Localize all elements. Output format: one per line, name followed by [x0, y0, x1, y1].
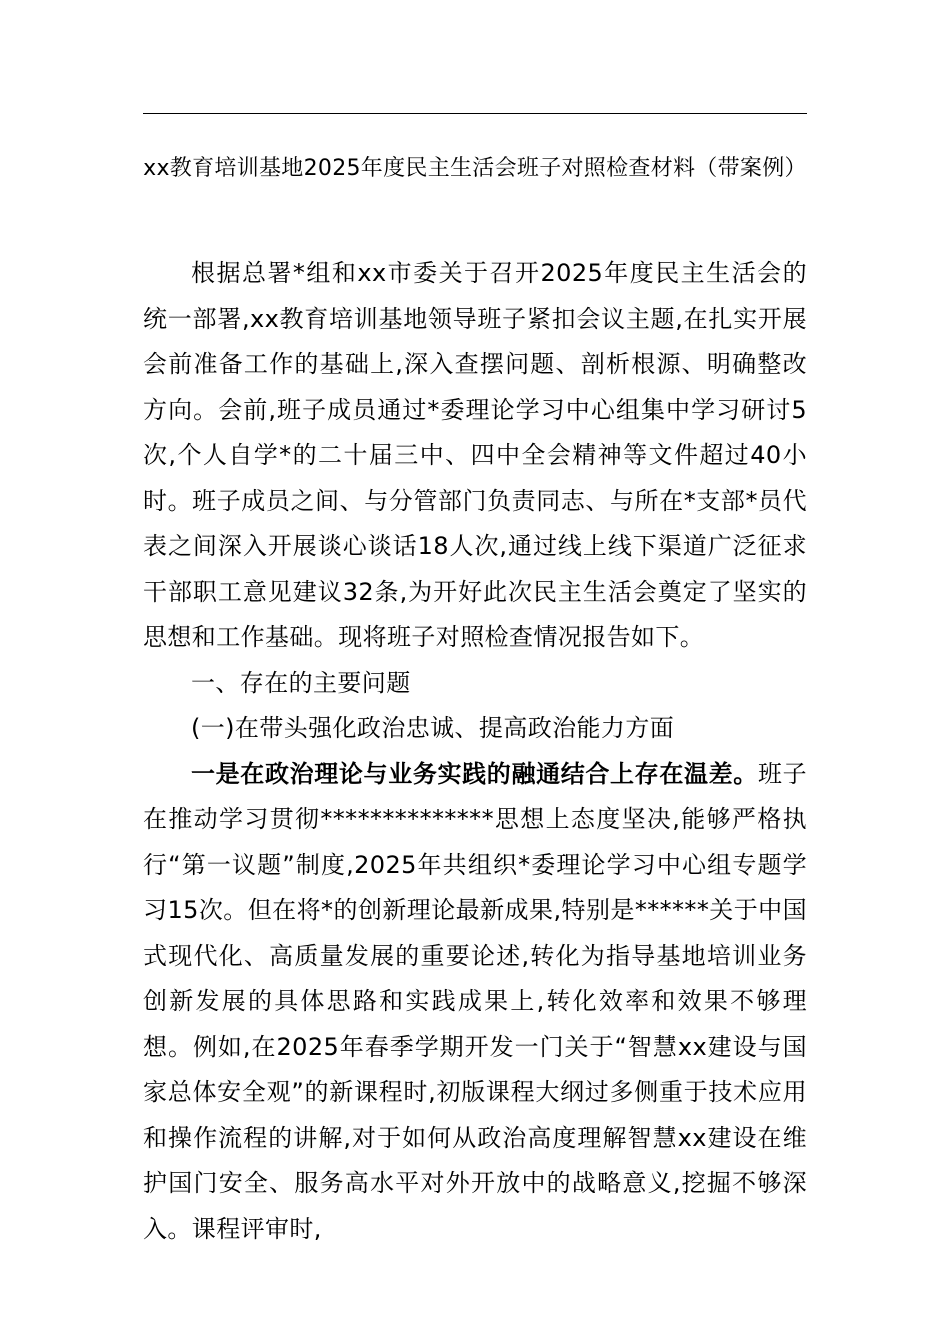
document-body: [143, 251, 807, 1252]
document-title: xx教育培训基地2025年度民主生活会班子对照检查材料（带案例）: [143, 156, 807, 181]
subsection-heading: (一)在带头强化政治忠诚、提高政治能力方面: [191, 714, 675, 742]
point-body-text: 班子在推动学习贯彻**************思想上态度坚决,能够严格执行“第一议题”制度,2025年共组织*委理论学习中心组专题学习15次。但在将*的创新理论最新成果,特别是******关于中国式现代化、高质量发展的重要论述,转化为指导基地培训业务创新发展的具体思路和实践成果上,转化效率和效果不够理想。例如,在2025年春季学期开发一门关于“智慧xx建设与国家总体安全观”的新课程时,初版课程大纲过多侧重于技术应用和操作流程的讲解,对于如何从政治高度理解智慧xx建设在维护国门安全、服务高水平对外开放中的战略意义,挖掘不够深入。课程评审时,: [143, 759, 807, 1243]
intro-paragraph: 根据总署*组和xx市委关于召开2025年度民主生活会的统一部署,xx教育培训基地领导班子紧扣会议主题,在扎实开展会前准备工作的基础上,深入查摆问题、剖析根源、明确整改方向。会前,班子成员通过*委理论学习中心组集中学习研讨5次,个人自学*的二十届三中、四中全会精神等文件超过40小时。班子成员之间、与分管部门负责同志、与所在*支部*员代表之间深入开展谈心谈话18人次,通过线上线下渠道广泛征求干部职工意见建议32条,为开好此次民主生活会奠定了坚实的思想和工作基础。现将班子对照检查情况报告如下。: [143, 259, 807, 651]
point-paragraph: [143, 752, 807, 1253]
point-lead-sentence: 一是在政治理论与业务实践的融通结合上存在温差。: [191, 759, 758, 788]
section-heading: 一、存在的主要问题: [191, 668, 411, 697]
header-divider: [143, 113, 807, 114]
